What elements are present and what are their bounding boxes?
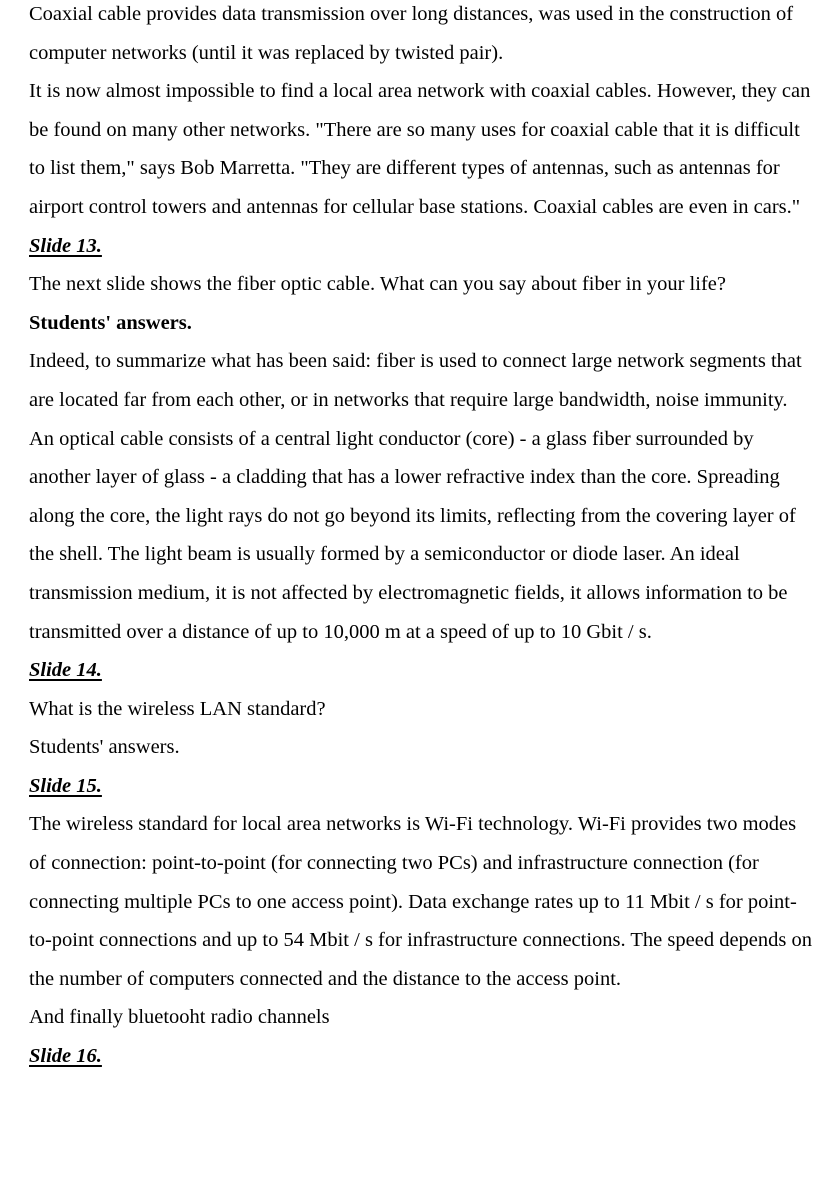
slide-16-heading: Slide 16.	[29, 1045, 102, 1068]
bluetooth-line: And finally bluetooht radio channels	[29, 1006, 330, 1029]
slide-13-heading: Slide 13.	[29, 234, 102, 257]
wireless-question: What is the wireless LAN standard?	[29, 697, 326, 720]
slide-14-heading: Slide 14.	[29, 659, 102, 682]
document-page	[29, 0, 813, 1076]
students-answers-bold: Students' answers.	[29, 311, 192, 334]
students-answers: Students' answers.	[29, 736, 180, 759]
wifi-paragraph: The wireless standard for local area networks is Wi-Fi technology. Wi-Fi provides two modes of connection: point-to-point (for connecting two PCs) and infrastructure connection (for connecting multiple PCs to one access point). Data exchange rates up to 11 Mbit / s for point-to-point connections and up to 54 Mbit / s for infrastructure connections. The speed depends on the number of computers connected and the distance to the access point.	[29, 813, 813, 990]
coaxial-paragraph-2: It is now almost impossible to find a local area network with coaxial cables. However, they can be found on many other networks. "There are so many uses for coaxial cable that it is difficult to list them," says Bob Marretta. "They are different types of antennas, such as antennas for airport control towers and antennas for cellular base stations. Coaxial cables are even in cars."	[29, 80, 811, 218]
coaxial-paragraph-1: Coaxial cable provides data transmission over long distances, was used in the construction of computer networks (until it was replaced by twisted pair).	[29, 3, 794, 64]
slide-15-heading: Slide 15.	[29, 774, 102, 797]
fiber-paragraph: Indeed, to summarize what has been said: fiber is used to connect large network segments that are located far from each other, or in networks that require large bandwidth, noise immunity. An optical cable consists of a central light conductor (core) - a glass fiber surrounded by another layer of glass - a cladding that has a lower refractive index than the core. Spreading along the core, the light rays do not go beyond its limits, reflecting from the covering layer of the shell. The light beam is usually formed by a semiconductor or diode laser. An ideal transmission medium, it is not affected by electromagnetic fields, it allows information to be transmitted over a distance of up to 10,000 m at a speed of up to 10 Gbit / s.	[29, 350, 802, 643]
fiber-question: The next slide shows the fiber optic cable. What can you say about fiber in your life?	[29, 273, 726, 296]
